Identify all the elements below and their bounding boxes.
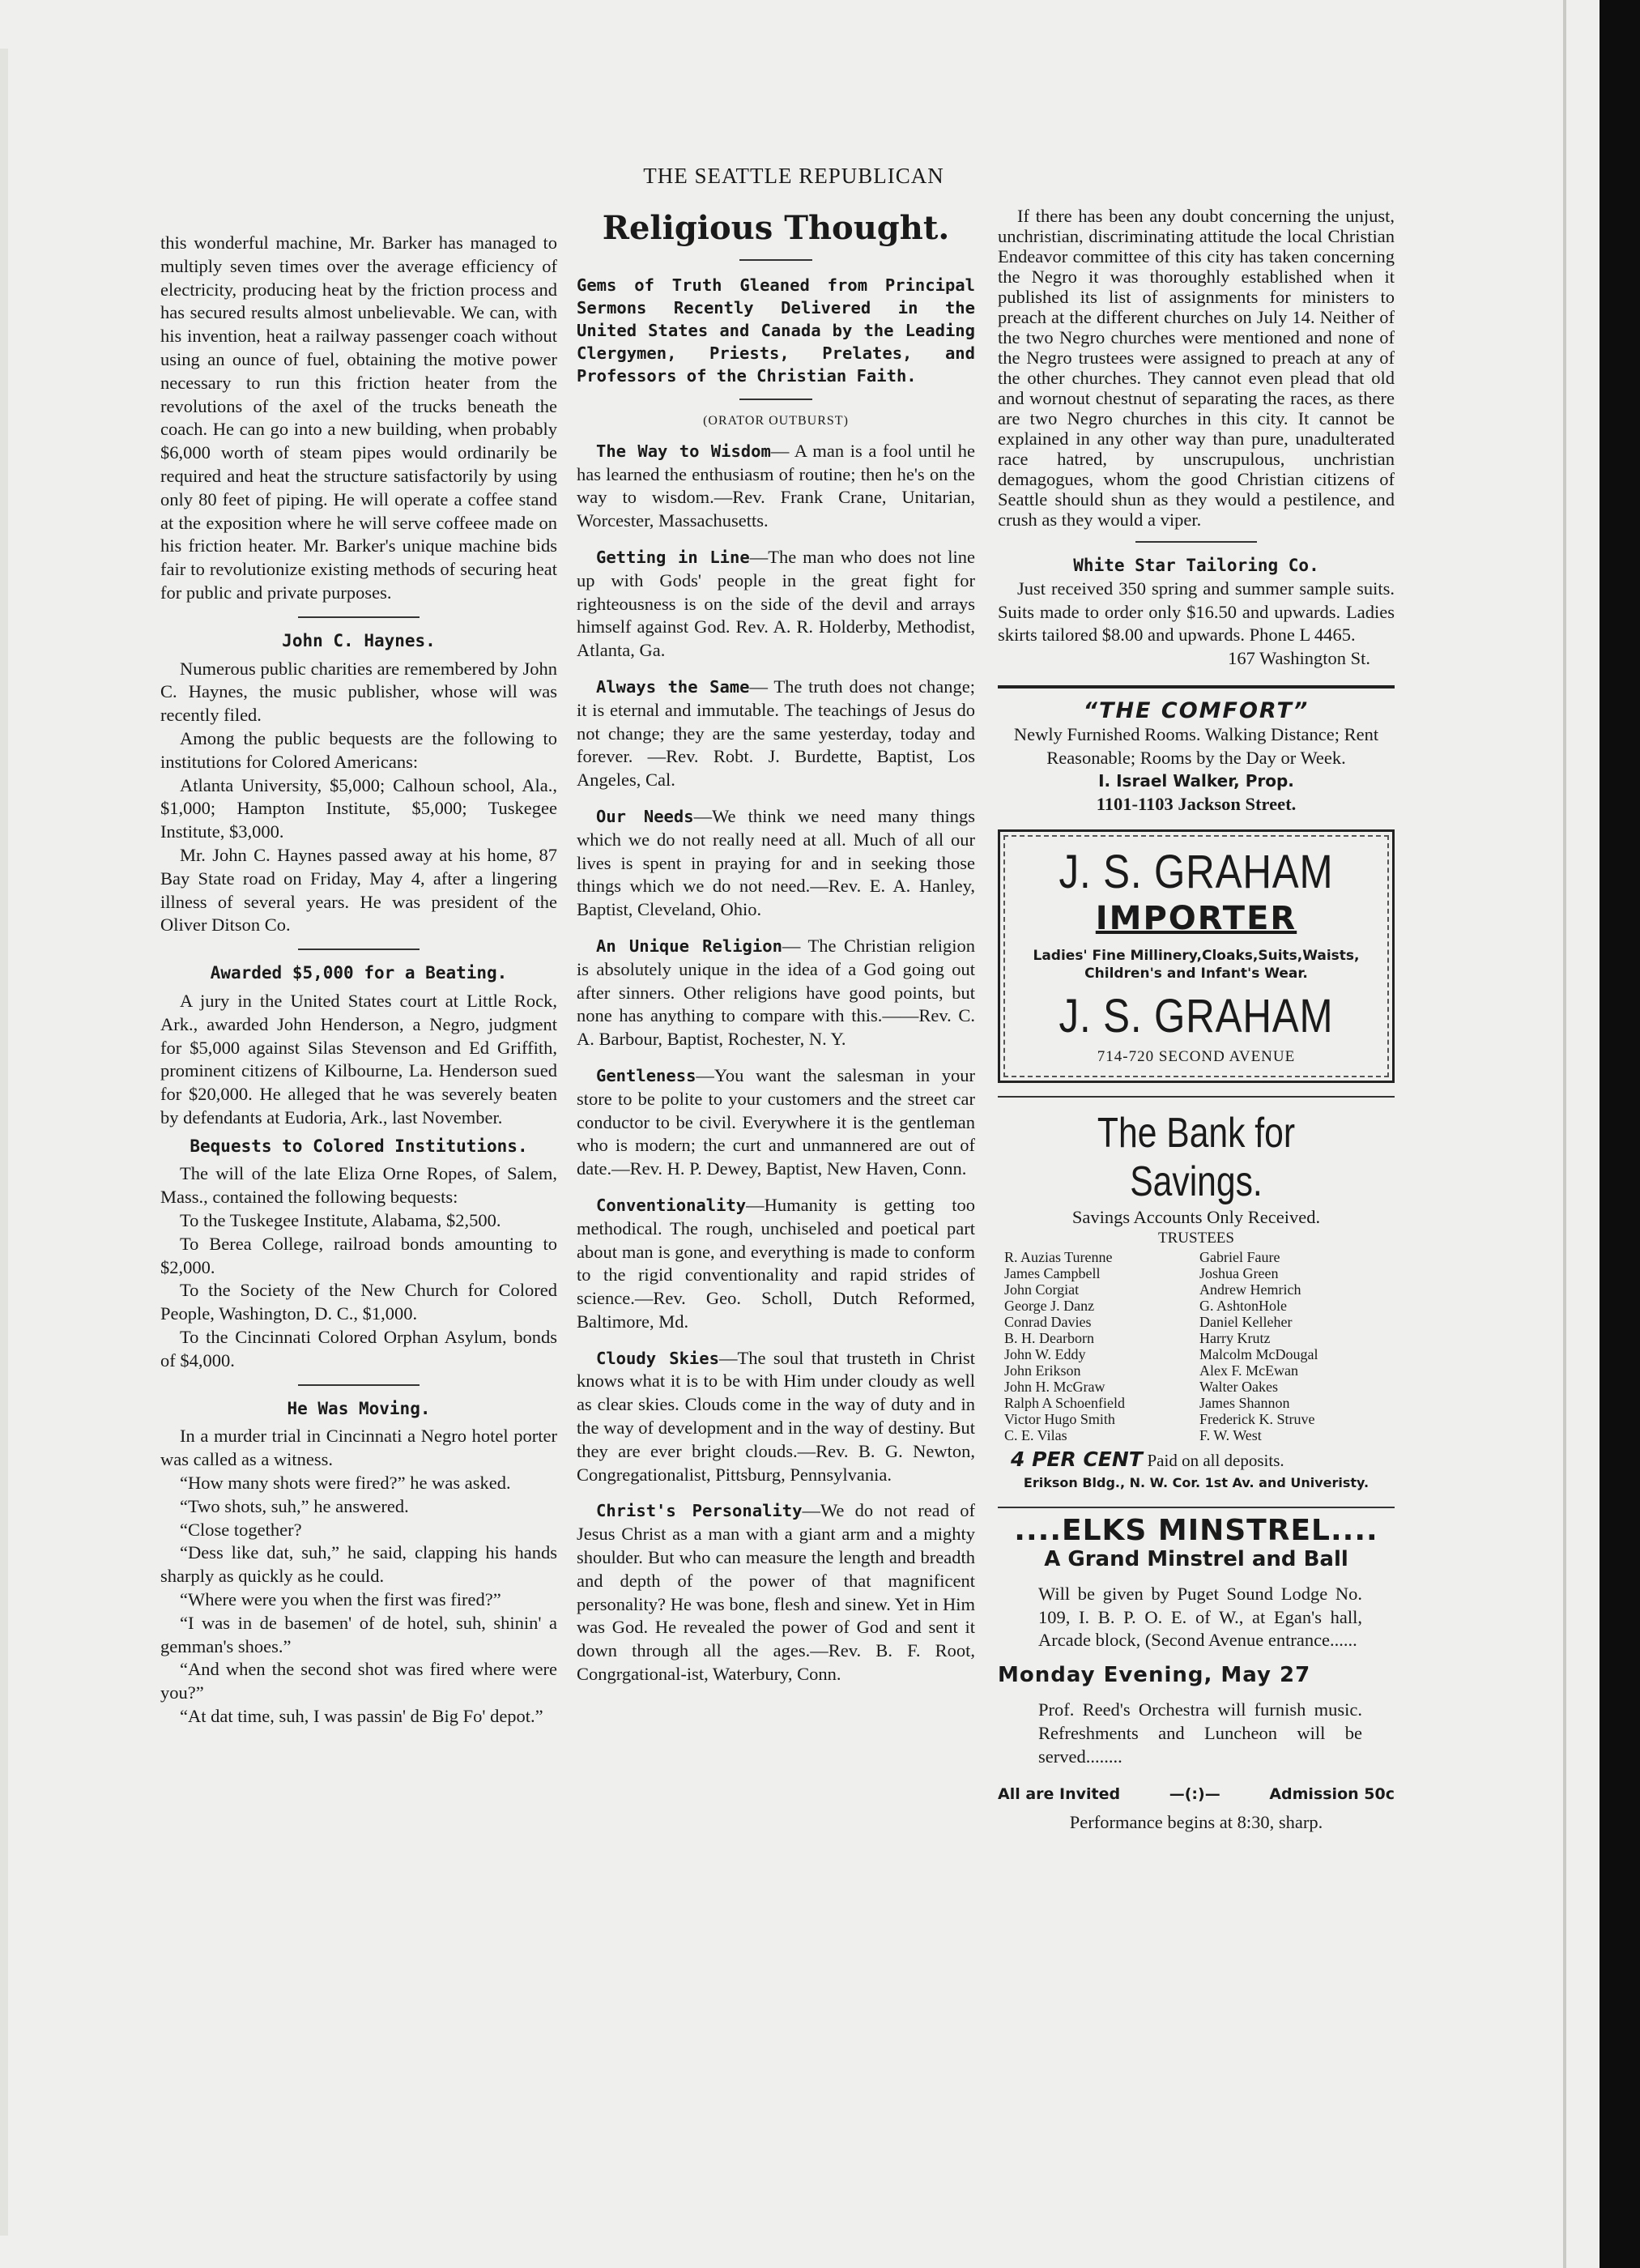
divider [739,259,812,261]
sermon-heading: The Way to Wisdom [596,441,771,461]
section-title: Religious Thought. [602,209,950,247]
page-fold-line [1563,0,1566,2268]
column-right [998,206,1395,1835]
divider [998,685,1395,688]
bequests-paragraph: The will of the late Eliza Orne Ropes, of Salem, Mass., contained the following bequests: [160,1163,557,1208]
moving-heading: He Was Moving. [287,1398,431,1418]
sermon-body: — The truth does not change; it is eternal and immutable. The teachings of Jesus do not change; they are the same yesterday, today and forever. —Rev. Robt. J. Burdette, Baptist, Los Angeles, Cal. [577,676,975,791]
bank-subtitle: Savings Accounts Only Received. [1071,1206,1321,1227]
bank-address: Erikson Bldg., N. W. Cor. 1st Av. and Univeristy. [1023,1475,1370,1491]
scan-border [1600,0,1640,2268]
column-left [160,232,557,1729]
invite-separator: —(:)— [1169,1785,1220,1804]
trustee-name: John Erikson [1004,1362,1081,1379]
trustee-name: James Shannon [1199,1394,1290,1411]
comfort-address: 1101-1103 Jackson Street. [1096,794,1297,815]
elks-heading: ....ELKS MINSTREL.... [1014,1514,1378,1548]
sermon-heading: An Unique Religion [596,936,782,956]
haynes-heading: John C. Haynes. [282,630,436,650]
sermon-body: — The Christian religion is absolutely unique in the idea of a God going out after sinners. Other religions have good points, but none has anything to compare with this.——Rev. C. A. Barbour, Baptist, Rochester, N. Y. [577,935,975,1050]
trustee-name: Daniel Kelleher [1199,1313,1293,1330]
comfort-heading: “THE COMFORT” [1083,697,1310,723]
divider [739,399,812,400]
divider [998,1507,1395,1508]
trustees-left-column [998,1249,1199,1443]
sermon-heading: Cloudy Skies [596,1348,719,1368]
sermon-item [577,805,975,922]
trustee-name: Joshua Green [1199,1264,1279,1281]
moving-paragraph: “How many shots were fired?” he was asked. [180,1473,511,1494]
elks-invite-row [998,1783,1395,1806]
trustees-heading: TRUSTEES [1158,1229,1234,1247]
tailor-body: Just received 350 spring and summer sample suits. Suits made to order only $16.50 and upwards. Ladies skirts tailored $8.00 and upwards. Phone L 4465. [998,578,1395,646]
comfort-proprietor: I. Israel Walker, Prop. [1098,771,1294,791]
elks-details: Will be given by Puget Sound Lodge No. 109, I. B. P. O. E. of W., at Egan's hall, Arcade block, (Second Avenue entrance...... [1038,1583,1362,1651]
elks-subheading: A Grand Minstrel and Ball [1044,1546,1348,1571]
trustee-name: George J. Danz [1004,1297,1095,1314]
sermon-item [577,1347,975,1487]
tailor-heading: White Star Tailoring Co. [1073,556,1319,575]
moving-paragraph: In a murder trial in Cincinnati a Negro hotel porter was called as a witness. [160,1426,557,1470]
interest-rate: 4 PER CENT [1011,1447,1143,1471]
trustees-right-column [1199,1249,1395,1443]
interest-text: Paid on all deposits. [1147,1450,1284,1470]
graham-address: 714-720 SECOND AVENUE [1097,1047,1296,1065]
trustee-name: Malcolm McDougal [1199,1345,1318,1362]
moving-paragraph: “And when the second shot was fired where were you?” [160,1659,557,1703]
divider [298,616,420,618]
haynes-paragraph: Mr. John C. Haynes passed away at his home, 87 Bay State road on Friday, May 4, after a lingering illness of several years. He was president of the Oliver Ditson Co. [160,844,557,936]
graham-name-repeat: J. S. GRAHAM [1059,989,1334,1042]
section-subtitle: Gems of Truth Gleaned from Principal Sermons Recently Delivered in the United States and Canada by the Leading Clergymen, Priests, Prelates, and Professors of the Christian Faith. [577,275,975,386]
beating-heading: Awarded $5,000 for a Beating. [210,963,508,983]
bequests-paragraph: To the Society of the New Church for Colored People, Washington, D. C., $1,000. [160,1280,557,1324]
masthead: THE SEATTLE REPUBLICAN [643,164,944,188]
sermon-body: —The man who does not line up with Gods' people in the great fight for righteousness is on the side of the devil and arrays himself against God. Rev. A. R. Holderby, Methodist, Atlanta, Ga. [577,546,975,661]
moving-paragraph: “At dat time, suh, I was passin' de Big Fo' depot.” [180,1706,543,1727]
graham-importer: IMPORTER [1095,899,1297,937]
elks-date: Monday Evening, May 27 [998,1663,1311,1688]
sermon-heading: Christ's Personality [596,1501,803,1521]
trustee-name: G. AshtonHole [1199,1297,1287,1314]
trustee-name: Frederick K. Struve [1199,1410,1315,1427]
trustee-name: C. E. Vilas [1004,1426,1067,1443]
sermon-item [577,935,975,1051]
admission-text: Admission 50c [1269,1785,1395,1804]
trustee-name: Walter Oakes [1199,1378,1279,1395]
trustee-name: B. H. Dearborn [1004,1329,1094,1346]
sermon-list [577,440,975,1686]
sermon-item [577,546,975,663]
tailor-address: 167 Washington St. [1228,648,1370,669]
sermon-item [577,1499,975,1686]
interest-line [998,1448,1395,1473]
divider [298,1384,420,1386]
trustee-name: Harry Krutz [1199,1329,1271,1346]
bequests-paragraph: To the Cincinnati Colored Orphan Asylum, bonds of $4,000. [160,1327,557,1371]
bank-title: The Bank for Savings. [1097,1109,1296,1205]
haynes-paragraph: Atlanta University, $5,000; Calhoun school, Ala., $1,000; Hampton Institute, $5,000; Tuskegee Institute, $3,000. [160,774,557,842]
sermon-heading: Our Needs [596,806,694,826]
elks-details-2: Prof. Reed's Orchestra will furnish music. Refreshments and Luncheon will be served........ [1038,1699,1362,1767]
haynes-paragraph: Among the public bequests are the following to institutions for Colored Americans: [160,727,557,772]
divider [1135,541,1257,543]
sermon-item [577,440,975,533]
trustee-name: John Corgiat [1004,1281,1080,1298]
trustee-name: John H. McGraw [1004,1378,1105,1395]
trustee-name: Ralph A Schoenfield [1004,1394,1125,1411]
sermon-body: —We think we need many things which we do not really need at all. Much of all our lives is spent in praying for and in seeking those things which we do not need.—Rev. E. A. Hanley, Baptist, Cleveland, Ohio. [577,805,975,920]
moving-paragraph: “Two shots, suh,” he answered. [180,1495,409,1516]
trustees-list [998,1249,1395,1443]
moving-paragraph: “Where were you when the first was fired?” [180,1589,501,1610]
graham-ad [998,829,1395,1083]
sermon-item [577,1064,975,1181]
sermon-heading: Getting in Line [596,547,750,567]
bequests-paragraph: To Berea College, railroad bonds amounting to $2,000. [160,1233,557,1277]
beating-paragraph: A jury in the United States court at Little Rock, Ark., awarded John Henderson, a Negro, judgment for $5,000 against Silas Stevenson and Ed Griffith, prominent citizens of Kilbourne, La. Henderson sued for $20,000. He alleged that he was severely beaten by defendants at Eudoria, Ark., last November. [160,990,557,1128]
sermon-item [577,1194,975,1334]
sermon-body: —We do not read of Jesus Christ as a man with a giant arm and a mighty shoulder. But who can measure the length and breadth and depth of the power of that magnificent personality? He was bone, flesh and sinew. Yet in Him was God. He revealed the power of God and sent it down through all the ages.—Rev. B. F. Root, Congrgational-ist, Waterbury, Conn. [577,1500,975,1685]
orator-label: (ORATOR OUTBURST) [703,414,849,428]
divider [298,949,420,950]
machine-article: this wonderful machine, Mr. Barker has managed to multiply seven times over the average efficiency of electricity, producing heat by the friction process and has secured results almost unbelievable. We can, with his invention, heat a railway passenger coach without using an ounce of fuel, obtaining the motive power necessary to run this friction heater from the revolutions of the axel of the trucks beneath the coach. He can go into a new building, when probably $6,000 worth of steam pipes would ordinarily be required and heat the structure satisfactorily by using only 80 feet of piping. He will operate a coffee stand at the exposition where he will serve coffeee made on his friction heater. Mr. Barker's unique machine bids fair to revolutionize existing methods of securing heat for public and private purposes. [160,232,557,603]
sermon-item [577,676,975,792]
sermon-body: — A man is a fool until he has learned the enthusiasm of routine; then he's on the way to wisdom.—Rev. Frank Crane, Unitarian, Worcester, Massachusetts. [577,440,975,531]
graham-description: Ladies' Fine Millinery,Cloaks,Suits,Waists, Children's and Infant's Wear. [1033,947,1360,982]
page-left-edge [0,49,8,2236]
bequests-paragraph: To the Tuskegee Institute, Alabama, $2,500. [180,1210,501,1231]
endeavor-article: If there has been any doubt concerning the unjust, unchristian, discriminating attitude the local Christian Endeavor committee of this city has taken concerning the Negro it was thoroughly established when it published its list of assignments for ministers to preach at the different churches on July 14. Neither of the two Negro churches were mentioned and none of the Negro trustees were assigned to preach at any of the other churches. They cannot even plead that old and wornout chestnut of separating the races, as there are two Negro churches in this city. It cannot be explained in any other way than pure, unadulterated race hatred, by unscrupulous, unchristian demagogues, whom the good Christian citizens of Seattle should shun as they would a pestilence, and crush as they would a viper. [998,206,1395,530]
moving-paragraph: “Close together? [180,1519,302,1540]
moving-paragraph: “Dess like dat, suh,” he said, clapping his hands sharply as quickly as he could. [160,1542,557,1587]
sermon-body: —Humanity is getting too methodical. The rough, unchiseled and poetical part about man is gone, and everything is made to conform to the rigid conventionality and rapid strides of science.—Rev. Geo. Scholl, Dutch Reformed, Baltimore, Md. [577,1194,975,1332]
moving-paragraph: “I was in de basemen' of de hotel, suh, shinin' a gemman's shoes.” [160,1612,557,1656]
trustee-name: Andrew Hemrich [1199,1281,1301,1298]
sermon-body: —You want the salesman in your store to be polite to your customers and the street car conductor to be civil. Everywhere it is the gentleman who is modern; the curt and unmannered are out of date.—Rev. H. P. Dewey, Baptist, New Haven, Conn. [577,1064,975,1179]
divider [998,1096,1395,1098]
graham-name: J. S. GRAHAM [1059,845,1334,898]
sermon-heading: Conventionality [596,1195,747,1215]
sermon-heading: Always the Same [596,676,750,697]
trustee-name: R. Auzias Turenne [1004,1248,1113,1265]
trustee-name: Alex F. McEwan [1199,1362,1299,1379]
trustee-name: Conrad Davies [1004,1313,1092,1330]
comfort-text: Newly Furnished Rooms. Walking Distance; Rent Reasonable; Rooms by the Day or Week. [1013,723,1379,768]
trustee-name: John W. Eddy [1004,1345,1086,1362]
sermon-body: —The soul that trusteth in Christ knows what it is to be with Him under cloudy as well as clear skies. Clouds come in the way of duty and in the way of development and in the way of destiny. But they are ever bright clouds.—Rev. B. G. Newton, Congregationalist, Pittsburg, Pennsylvania. [577,1347,975,1485]
bequests-heading: Bequests to Colored Institutions. [190,1136,528,1156]
column-middle [577,209,975,1699]
invite-text: All are Invited [998,1785,1121,1804]
performance-time: Performance begins at 8:30, sharp. [1069,1812,1323,1833]
sermon-heading: Gentleness [596,1065,696,1085]
trustee-name: James Campbell [1004,1264,1101,1281]
trustee-name: Gabriel Faure [1199,1248,1280,1265]
haynes-paragraph: Numerous public charities are remembered by John C. Haynes, the music publisher, whose will was recently filed. [160,658,557,726]
trustee-name: F. W. West [1199,1426,1262,1443]
trustee-name: Victor Hugo Smith [1004,1410,1115,1427]
